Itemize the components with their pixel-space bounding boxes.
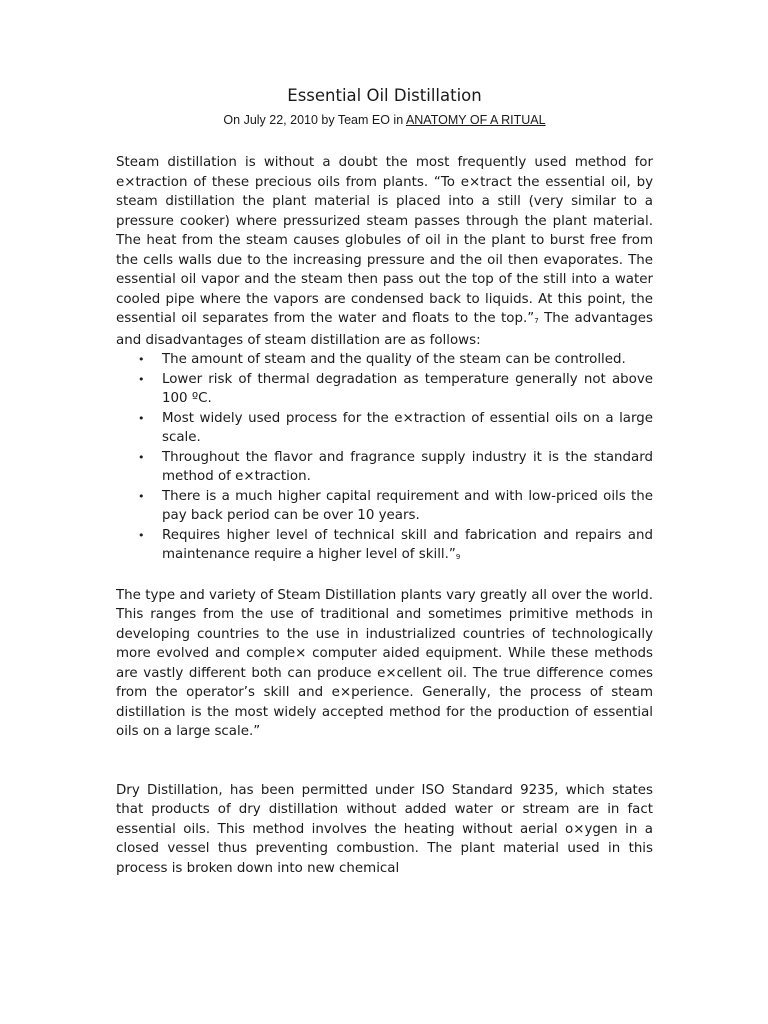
list-item-text: Lower risk of thermal degradation as temperature generally not above 100 ºC. xyxy=(162,371,653,406)
list-item xyxy=(116,350,653,370)
bullet-icon: • xyxy=(138,489,145,503)
byline-text: On July 22, 2010 by Team EO in xyxy=(223,113,406,127)
bullet-icon: • xyxy=(138,450,145,464)
advantages-list xyxy=(116,350,653,567)
paragraph-plant-variety: The type and variety of Steam Distillation plants vary greatly all over the world. This ranges from the use of traditional and sometimes primitive methods in developing countries to the use in industrialized countries of technologically more evolved and comple× computer aided equipment. While these methods are vastly different both can produce e×cellent oil. The true difference comes from the operator’s skill and e×perience. Generally, the process of steam distillation is the most widely accepted method for the production of essential oils on a large scale.” xyxy=(116,587,653,739)
list-item xyxy=(116,448,653,487)
list-item-text: Most widely used process for the e×traction of essential oils on a large scale. xyxy=(162,410,653,445)
document-page xyxy=(116,84,653,878)
paragraph-steam-distillation xyxy=(116,153,653,350)
list-item-text: Requires higher level of technical skill and fabrication and repairs and maintenance require a higher level of skill.” xyxy=(162,527,653,562)
category-link[interactable]: ANATOMY OF A RITUAL xyxy=(405,113,546,127)
article-byline xyxy=(116,110,653,130)
list-item-text: There is a much higher capital requirement and with low-priced oils the pay back period can be over 10 years. xyxy=(162,488,653,523)
bullet-icon: • xyxy=(138,528,145,542)
bullet-icon: • xyxy=(138,353,145,366)
footnote-ref: 9 xyxy=(455,553,461,561)
list-item xyxy=(116,526,653,567)
list-item-text: The amount of steam and the quality of the steam can be controlled. xyxy=(162,352,626,367)
paragraph-dry-distillation: Dry Distillation, has been permitted under ISO Standard 9235, which states that products of dry distillation without added water or stream are in fact essential oils. This method involves the heating without aerial o×ygen in a closed vessel thus preventing combustion. The plant material used in this process is broken down into new chemical xyxy=(116,782,653,876)
bullet-icon: • xyxy=(138,372,145,386)
list-item xyxy=(116,487,653,526)
list-item-text: Throughout the flavor and fragrance supply industry it is the standard method of e×traction. xyxy=(162,449,653,484)
bullet-icon: • xyxy=(138,411,145,425)
list-item xyxy=(116,409,653,448)
article-title: Essential Oil Distillation xyxy=(287,86,482,105)
paragraph-text-tail: The advantages and disadvantages of steam distillation are as follows: xyxy=(116,311,653,348)
list-item xyxy=(116,370,653,409)
footnote-ref: 7 xyxy=(534,317,539,325)
paragraph-text: Steam distillation is without a doubt the most frequently used method for e×traction of these precious oils from plants. “To e×tract the essential oil, by steam distillation the plant material is placed into a still (very similar to a pressure cooker) where pressurized steam passes through the plant material. The heat from the steam causes globules of oil in the plant to burst free from the cells walls due to the increasing pressure and the oil then evaporates. The essential oil vapor and the steam then pass out the top of the still into a water cooled pipe where the vapors are condensed back to liquids. At this point, the essential oil separates from the water and floats to the top.” xyxy=(116,155,653,326)
